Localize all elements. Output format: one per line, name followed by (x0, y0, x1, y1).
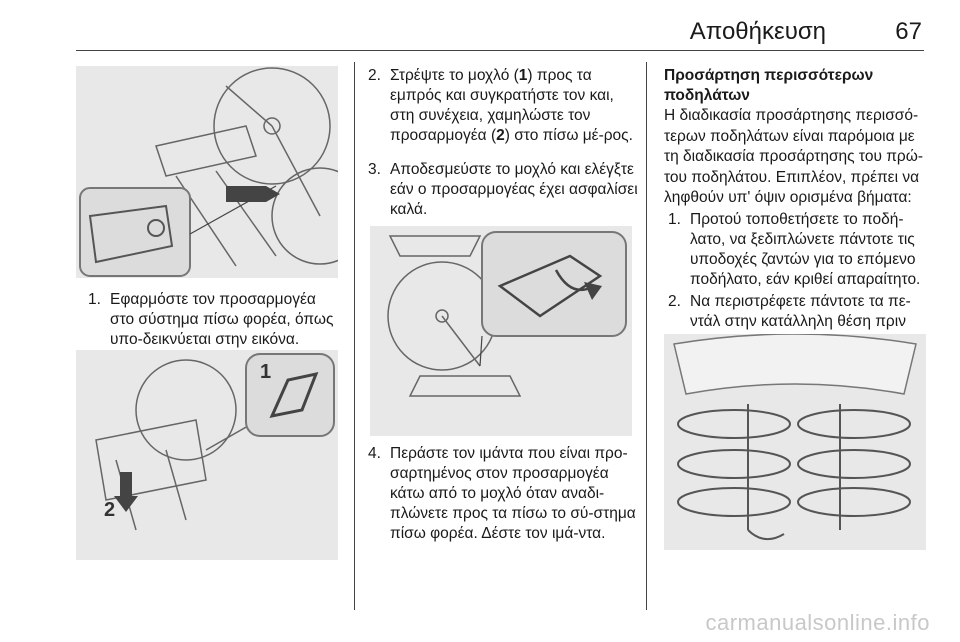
step-number: 4. (368, 445, 381, 462)
step-number: 1. (668, 211, 681, 228)
middle-step-3 (368, 160, 638, 220)
step-number: 2. (668, 293, 681, 310)
callout-2: 2 (104, 499, 116, 521)
page-number: 67 (895, 18, 922, 45)
figure-adapter-on-rack (76, 66, 338, 278)
step-text: Να περιστρέφετε πάντοτε τα πε-ντάλ στην κατάλληλη θέση πριν (690, 293, 911, 330)
column-divider-1 (354, 62, 355, 610)
step-text: Εφαρμόστε τον προσαρμογέα στο σύστημα πίσω φορέα, όπως υπο-δεικνύεται στην εικόνα. (110, 291, 334, 348)
figure-release-lever (370, 226, 632, 436)
illustration-bikes-top-view (664, 334, 926, 550)
step-number: 3. (368, 161, 381, 178)
section-heading: Προσάρτηση περισσότερων ποδηλάτων (664, 67, 874, 104)
step-text: Στρέψτε το μοχλό (1) προς τα εμπρός και συγκρατήστε τον και, στη συνέχεια, χαμηλώστε τον προσαρμογέα (2) στο πίσω μέ-ρος. (390, 67, 633, 144)
illustration-lever-and-adapter (76, 350, 338, 560)
left-step-1 (88, 290, 344, 350)
step-number: 2. (368, 67, 381, 84)
step-text: Περάστε τον ιμάντα που είναι προ-σαρτημένος στον προσαρμογέα κάτω από το μοχλό όταν αναδι-πλώνετε προς τα πίσω το σύ-στημα πίσω φορέα. Δέστε τον ιμά-ντα. (390, 445, 636, 542)
middle-step-2 (368, 66, 638, 146)
figure-multiple-bikes (664, 334, 926, 550)
header-rule (76, 50, 924, 51)
step-number: 1. (88, 291, 101, 308)
illustration-rack-with-bike (370, 226, 632, 436)
section-intro: Η διαδικασία προσάρτησης περισσό-τερων ποδηλάτων είναι παρόμοια με τη διαδικασία προσάρτησης του πρώ-του ποδηλάτου. Επιπλέον, πρέπει να ληφθούν υπ' όψιν ορισμένα βήματα: (664, 107, 923, 206)
step-text: Προτού τοποθετήσετε το ποδή-λατο, να ξεδιπλώνετε πάντοτε τις υποδοχές ζαντών για το επόμενο ποδήλατο, εάν κριθεί απαραίτητο. (690, 211, 921, 288)
watermark: carmanualsonline.info (705, 610, 930, 635)
illustration-bike-rack-adapter (76, 66, 338, 278)
figure-lever-lowering (76, 350, 338, 560)
step-text: Αποδεσμεύστε το μοχλό και ελέγξτε εάν ο προσαρμογέας έχει ασφαλίσει καλά. (390, 161, 638, 218)
callout-1: 1 (260, 361, 272, 383)
middle-step-4 (368, 444, 640, 544)
page-header-title: Αποθήκευση (689, 18, 826, 45)
column-divider-2 (646, 62, 647, 610)
right-step-1 (668, 210, 932, 290)
